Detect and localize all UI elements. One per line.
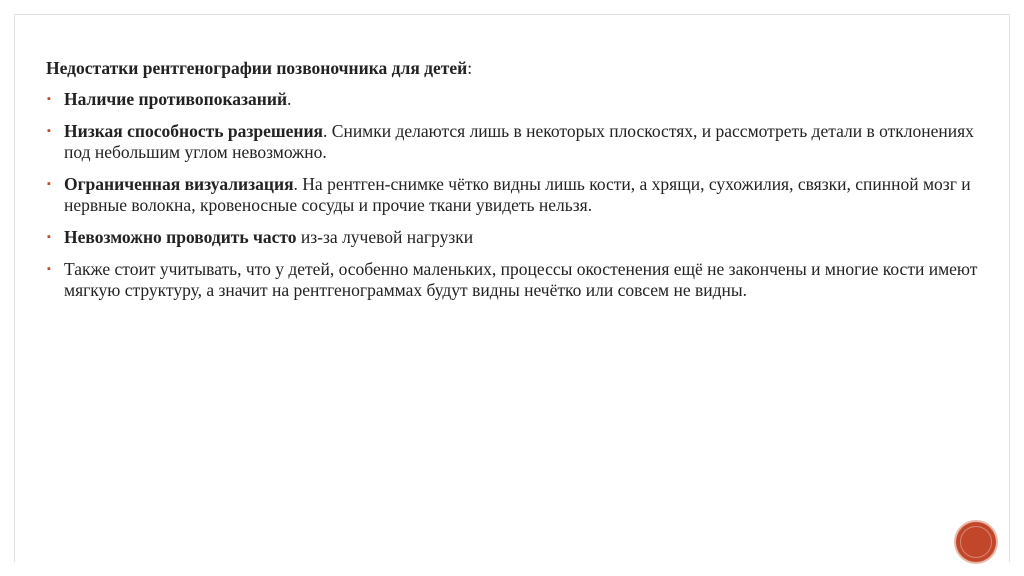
list-item [46,259,986,301]
item-text: . На рентген-снимке чётко видны лишь кости, а хрящи, сухожилия, связки, спинной мозг и нервные волокна, кровеносные сосуды и прочие ткани увидеть нельзя. [64,174,971,215]
heading-bold: Недостатки рентгенографии позвоночника для детей [46,58,468,78]
square-bullet-icon: ▪ [47,231,51,243]
slide-frame-top [14,14,1010,15]
list-item [46,174,986,216]
slide-frame-right [1009,14,1010,562]
heading-tail: : [467,58,473,78]
item-text: Также стоит учитывать, что у детей, особенно маленьких, процессы окостенения ещё не закончены и многие кости имеют мягкую структуру, а значит на рентгенограммах будут видны нечётко или совсем не видны. [64,259,978,300]
item-text: . Снимки делаются лишь в некоторых плоскостях, и рассмотреть детали в отклонениях под небольшим углом невозможно. [64,121,974,162]
list-item [46,121,986,163]
item-bold-text: Низкая способность разрешения [64,121,324,141]
list-item [46,227,986,248]
square-bullet-icon: ▪ [47,93,51,105]
bullet-list [46,89,986,301]
slide-content [46,58,986,312]
square-bullet-icon: ▪ [47,125,51,137]
square-bullet-icon: ▪ [47,263,51,275]
slide-frame-left [14,14,15,562]
slide-number-badge [956,522,996,562]
item-bold-text: Невозможно проводить часто [64,227,297,247]
list-item [46,89,986,110]
item-text: из-за лучевой нагрузки [296,227,474,247]
item-bold-text: Ограниченная визуализация [64,174,294,194]
slide-heading [46,58,986,79]
square-bullet-icon: ▪ [47,178,51,190]
item-text: . [287,89,292,109]
item-bold-text: Наличие противопоказаний [64,89,288,109]
